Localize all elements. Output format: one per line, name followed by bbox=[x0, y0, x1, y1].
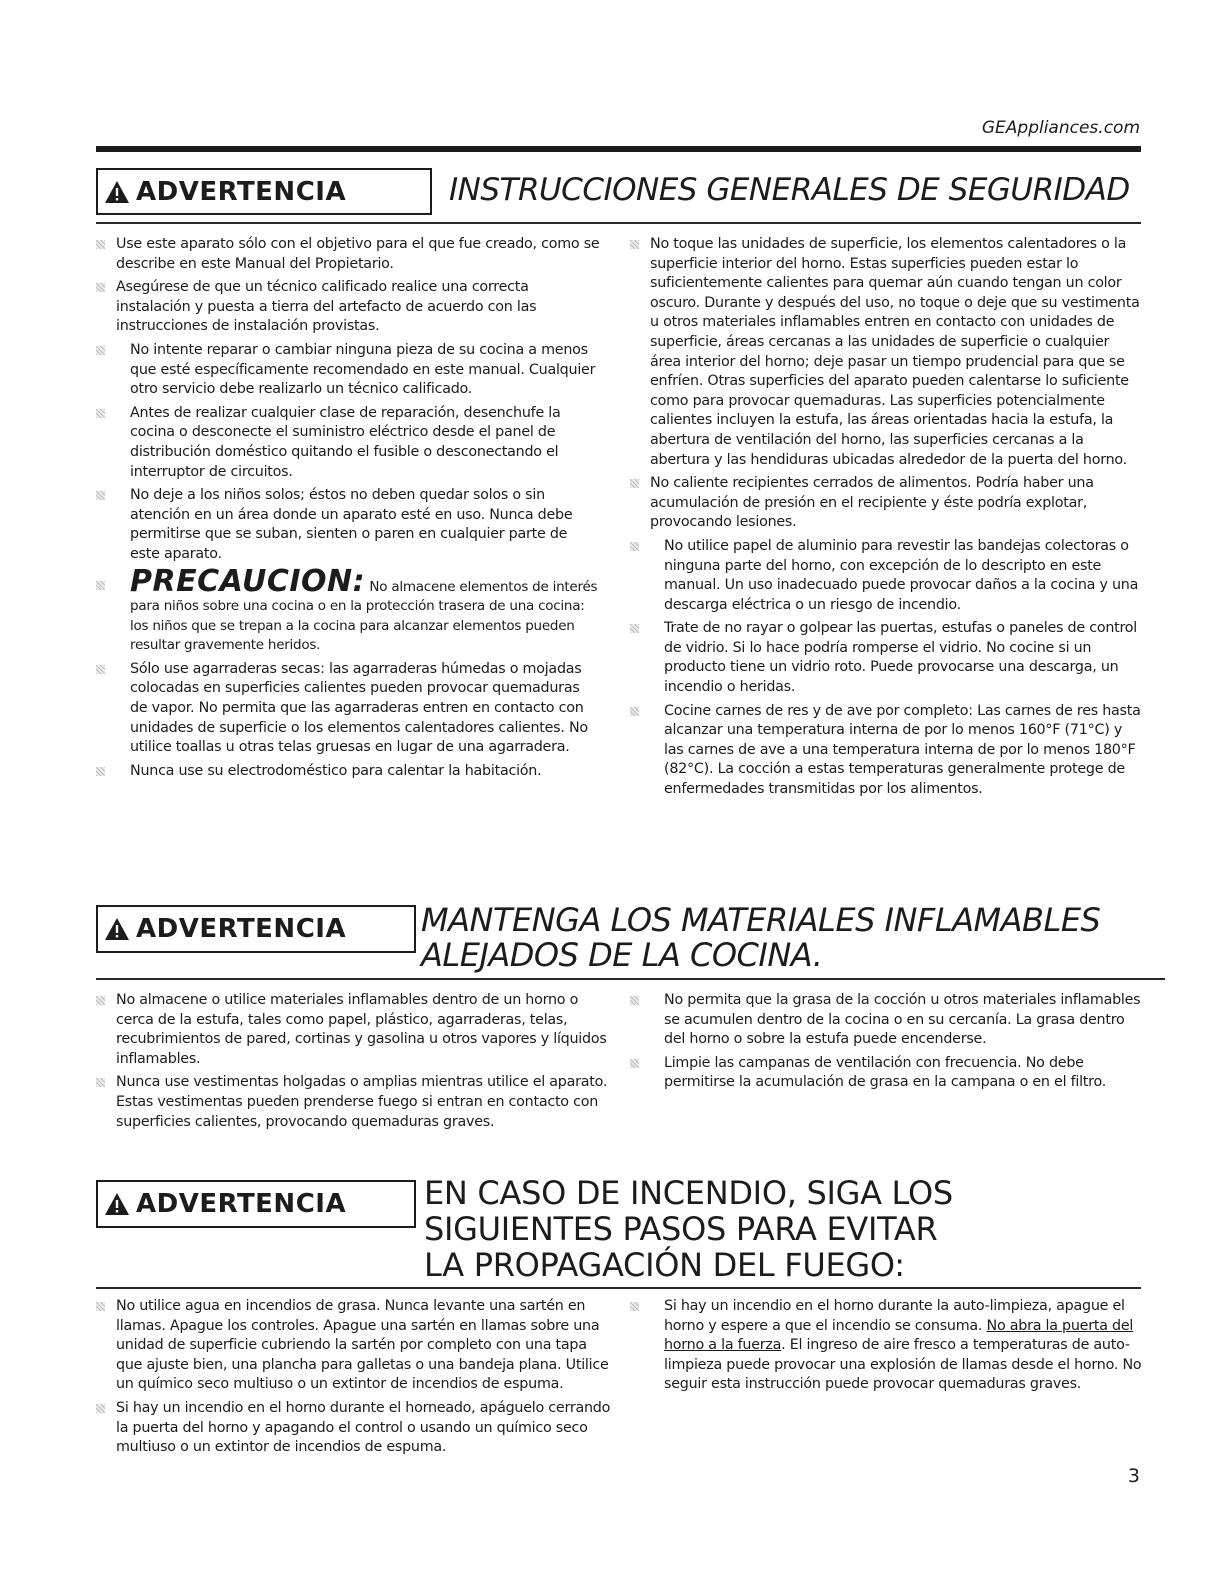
bullet-icon bbox=[96, 1302, 105, 1311]
bullet-icon bbox=[630, 996, 639, 1005]
section-divider bbox=[96, 222, 1141, 224]
list-item: Si hay un incendio en el horno durante el horneado, apáguelo cerrando la puerta del horno y apagando el control o usando un químico seco multiuso o un extintor de incendios de espuma. bbox=[96, 1399, 611, 1458]
list-item: No deje a los niños solos; éstos no deben quedar solos o sin atención en un área donde un aparato esté en uso. Nunca debe permitirse que se suban, sienten o paren en cualquier parte de este aparato. bbox=[96, 486, 601, 564]
top-divider bbox=[96, 146, 1141, 152]
list-item: Limpie las campanas de ventilación con frecuencia. No debe permitirse la acumulación de grasa en la campana o en el filtro. bbox=[630, 1054, 1142, 1093]
list-item: Trate de no rayar o golpear las puertas, estufas o paneles de control de vidrio. Si lo hace podría romperse el vidrio. No cocine si un producto tiene un vidrio roto. Puede provocarse una descarga, un incendio o heridas. bbox=[630, 619, 1142, 697]
bullet-icon bbox=[630, 1059, 639, 1068]
bullet-icon bbox=[630, 479, 639, 488]
bullet-icon bbox=[96, 665, 105, 674]
section-title: INSTRUCCIONES GENERALES DE SEGURIDAD bbox=[449, 172, 1130, 208]
list-item: Asegúrese de que un técnico calificado realice una correcta instalación y puesta a tierra del artefacto de acuerdo con las instrucciones de instalación provistas. bbox=[96, 278, 601, 337]
section-3-left-column bbox=[96, 1297, 611, 1462]
precaution-item bbox=[96, 563, 601, 656]
section-1-left-column bbox=[96, 235, 601, 785]
list-item: No caliente recipientes cerrados de alimentos. Podría haber una acumulación de presión en el recipiente y éste podría explotar, provocando lesiones. bbox=[630, 474, 1142, 533]
warning-box-2 bbox=[96, 905, 416, 953]
warning-box-1 bbox=[96, 168, 432, 215]
list-item: Nunca use su electrodoméstico para calentar la habitación. bbox=[96, 762, 601, 782]
section-title-line-1: MANTENGA LOS MATERIALES INFLAMABLES bbox=[421, 901, 1101, 939]
warning-label: ADVERTENCIA bbox=[136, 914, 347, 944]
bullet-icon bbox=[630, 624, 639, 633]
bullet-icon bbox=[630, 707, 639, 716]
bullet-icon bbox=[96, 346, 105, 355]
page-number: 3 bbox=[1127, 1465, 1140, 1487]
bullet-icon bbox=[96, 767, 105, 776]
bullet-icon bbox=[630, 240, 639, 249]
bullet-icon bbox=[630, 1302, 639, 1311]
bullet-icon bbox=[96, 409, 105, 418]
warning-label: ADVERTENCIA bbox=[136, 1189, 347, 1219]
list-item: Si hay un incendio en el horno durante la auto-limpieza, apague el horno y espere a que el incendio se consuma. No abra la puerta del horno a la fuerza. El ingreso de aire fresco a temperaturas de auto-limpieza puede provocar una explosión de llamas desde el horno. No seguir esta instrucción puede provocar quemaduras graves. bbox=[630, 1297, 1142, 1395]
bullet-icon bbox=[96, 491, 105, 500]
bullet-icon bbox=[96, 996, 105, 1005]
list-item: Sólo use agarraderas secas: las agarraderas húmedas o mojadas colocadas en superficies calientes pueden provocar quemaduras de vapor. No permita que las agarraderas entren en contacto con unidades de superficie o los elementos calentadores calientes. No utilice toallas u otras telas gruesas en lugar de una agarradera. bbox=[96, 660, 601, 758]
list-item: No utilice agua en incendios de grasa. Nunca levante una sartén en llamas. Apague los controles. Apague una sartén en llamas sobre una unidad de superficie cubriendo la sartén por completo con una tapa que ajuste bien, una plancha para galletas o una bandeja plana. Utilice un químico seco multiuso o un extintor de incendios de espuma. bbox=[96, 1297, 611, 1395]
section-title-line-3: LA PROPAGACIÓN DEL FUEGO: bbox=[424, 1246, 905, 1284]
bullet-icon bbox=[630, 542, 639, 551]
list-item: No permita que la grasa de la cocción u otros materiales inflamables se acumulen dentro de la cocina o en su cercanía. La grasa dentro del horno o sobre la estufa puede encenderse. bbox=[630, 991, 1142, 1050]
list-item: Use este aparato sólo con el objetivo para el que fue creado, como se describe en este Manual del Propietario. bbox=[96, 235, 601, 274]
warning-triangle-icon bbox=[104, 917, 130, 941]
list-item: Cocine carnes de res y de ave por completo: Las carnes de res hasta alcanzar una temperatura interna de por lo menos 160°F (71°C) y las carnes de ave a una temperatura interna de por lo menos 180°F (82°C). La cocción a estas temperaturas generalmente protege de enfermedades transmitidas por los alimentos. bbox=[630, 702, 1142, 800]
section-title-line-1: EN CASO DE INCENDIO, SIGA LOS bbox=[424, 1174, 953, 1212]
section-title-line-2: SIGUIENTES PASOS PARA EVITAR bbox=[424, 1210, 938, 1248]
bullet-icon bbox=[96, 283, 105, 292]
website-url: GEAppliances.com bbox=[981, 118, 1140, 138]
list-item: Nunca use vestimentas holgadas o amplias mientras utilice el aparato. Estas vestimentas pueden prenderse fuego si entran en contacto con superficies calientes, provocando quemaduras graves. bbox=[96, 1073, 611, 1132]
warning-triangle-icon bbox=[104, 180, 130, 204]
section-divider bbox=[96, 1287, 1141, 1289]
section-divider bbox=[96, 978, 1165, 980]
section-3-right-column bbox=[630, 1297, 1142, 1399]
list-item: No utilice papel de aluminio para revestir las bandejas colectoras o ninguna parte del horno, con excepción de lo descripto en este manual. Un uso inadecuado puede provocar daños a la cocina y una descarga eléctrica o un riesgo de incendio. bbox=[630, 537, 1142, 615]
section-1-right-column bbox=[630, 235, 1142, 804]
list-item: No almacene o utilice materiales inflamables dentro de un horno o cerca de la estufa, tales como papel, plástico, agarraderas, telas, recubrimientos de pared, cortinas y gasolina u otros vapores y líquidos inflamables. bbox=[96, 991, 611, 1069]
list-item: Antes de realizar cualquier clase de reparación, desenchufe la cocina o desconecte el suministro eléctrico desde el panel de distribución doméstico quitando el fusible o desconectando el interruptor de circuitos. bbox=[96, 404, 601, 482]
section-2-right-column bbox=[630, 991, 1142, 1097]
precaution-text: No almacene elementos de interés para niños sobre una cocina o en la protección trasera de una cocina: los niños que se trepan a la cocina para alcanzar elementos pueden resultar gravemente heridos. bbox=[130, 578, 598, 654]
bullet-icon bbox=[96, 581, 105, 590]
list-item: No intente reparar o cambiar ninguna pieza de su cocina a menos que esté específicamente recomendado en este manual. Cualquier otro servicio debe realizarlo un técnico calificado. bbox=[96, 341, 601, 400]
warning-box-3 bbox=[96, 1180, 416, 1228]
section-2-left-column bbox=[96, 991, 611, 1136]
bullet-icon bbox=[96, 1404, 105, 1413]
bullet-icon bbox=[96, 240, 105, 249]
list-item: No toque las unidades de superficie, los elementos calentadores o la superficie interior del horno. Estas superficies pueden estar lo suficientemente calientes para quemar aún cuando tengan un color oscuro. Durante y después del uso, no toque o deje que su vestimenta u otros materiales inflamables entren en contacto con unidades de superficie, áreas cercanas a las unidades de superficie o cualquier área interior del horno; deje pasar un tiempo prudencial para que se enfríen. Otras superficies del aparato pueden calentarse lo suficiente como para provocar quemaduras. Las superficies potencialmente calientes incluyen la estufa, las áreas orientadas hacia la estufa, la abertura de ventilación del horno, las superficies cercanas a la abertura y las hendiduras ubicadas alrededor de la puerta del horno. bbox=[630, 235, 1142, 470]
precaution-label: PRECAUCION: bbox=[130, 563, 366, 599]
warning-label: ADVERTENCIA bbox=[136, 176, 347, 207]
warning-triangle-icon bbox=[104, 1192, 130, 1216]
underlined-warning: No abra la puerta del horno a la fuerza bbox=[664, 1317, 1134, 1354]
section-title-line-2: ALEJADOS DE LA COCINA. bbox=[421, 936, 823, 974]
bullet-icon bbox=[96, 1078, 105, 1087]
